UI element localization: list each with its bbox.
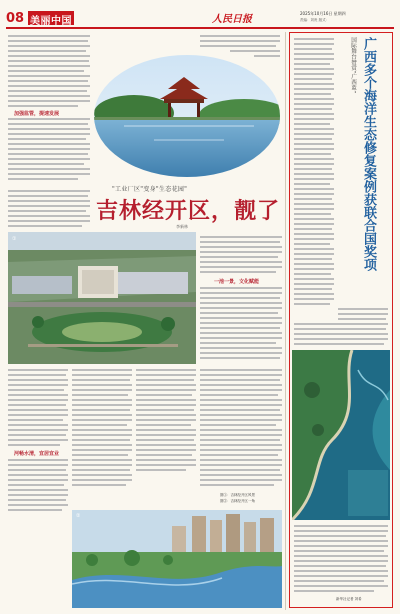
sidebar-byline: 新华社记者 刘希 (336, 597, 362, 601)
sidebar-tag (349, 37, 356, 133)
coastal-aerial-photo (292, 350, 390, 520)
subhead-3: 加强监管，提速发展 (14, 111, 60, 117)
section-title: 美丽中国 (30, 16, 72, 27)
photo-1-marker: ① (12, 236, 17, 242)
caption-1: 图①：吉林经开区风景 (220, 493, 255, 497)
main-headline: 吉林经开区，靓了 (96, 198, 281, 224)
riverside-city-photo (72, 510, 282, 608)
sidebar-tag-text: 国际舞台赞赏“广西蓝” (350, 37, 356, 94)
info-line: 责编：刘贵 版式： (300, 18, 330, 22)
byline: 李新林 (176, 224, 188, 229)
caption-2: 图②：吉林经开区一角 (220, 499, 255, 503)
header-rule (6, 27, 394, 29)
sidebar-headline (361, 37, 389, 343)
industrial-park-photo (8, 232, 196, 364)
photo-2-marker: ② (76, 513, 81, 519)
masthead: 人民日报 (212, 14, 252, 25)
pavilion-lake-photo (94, 55, 280, 177)
sidebar-headline-text: 广西多个海洋生态修复案例获联合国奖项 (361, 37, 376, 271)
column-divider (285, 32, 286, 610)
kicker: "工业厂区"变身"生态花园" (112, 186, 188, 193)
page-number: 08 (6, 11, 25, 26)
date-line: 2025年10月16日 星期四 (300, 11, 346, 16)
subhead-2: 河畅水清，宜居宜业 (14, 451, 60, 457)
subhead-1: 一池一景，文化赋能 (214, 279, 260, 285)
